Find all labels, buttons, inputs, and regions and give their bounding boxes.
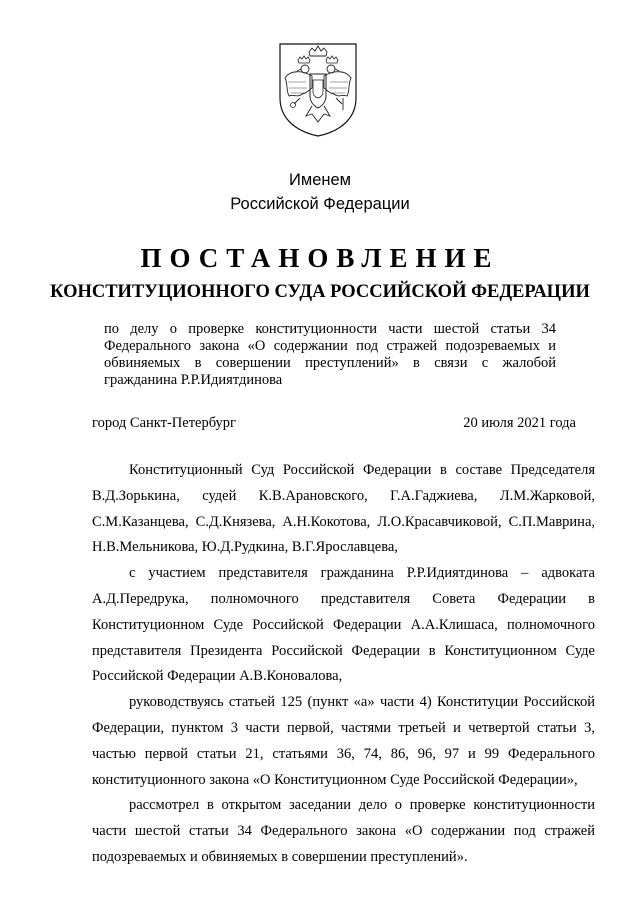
header-line-2: Российской Федерации [230,195,410,213]
case-subject: по делу о проверке конституционности части шестой статьи 34 Федерального закона «О содержании под стражей подозреваемых и обвиняемых в совершении преступлений» в связи с жалобой гражданина Р.Р.Идиятдинова [104,321,556,388]
paragraph-considered: рассмотрел в открытом заседании дело о проверке конституционности части шестой статьи 34 Федерального закона «О содержании под стражей подозреваемых и обвиняемых в совершении преступлений». [92,797,595,865]
place-of-issue: город Санкт-Петербург [92,415,237,431]
date-of-issue: 20 июля 2021 года [463,415,576,431]
paragraph-composition: Конституционный Суд Российской Федерации в составе Председателя В.Д.Зорькина, судей К.В.Арановского, Г.А.Гаджиева, Л.М.Жарковой, С.М.Казанцева, С.Д.Князева, А.Н.Кокотова, Л.О.Красавчиковой, С.П.Маврина, Н.В.Мельникова, Ю.Д.Рудкина, В.Г.Ярославцева, [92,462,595,556]
document-subtitle: КОНСТИТУЦИОННОГО СУДА РОССИЙСКОЙ ФЕДЕРАЦИИ [50,282,590,302]
header-line-1: Именем [288,171,351,189]
coat-of-arms-icon [276,42,360,138]
paragraph-legal-basis: руководствуясь статьей 125 (пункт «а» части 4) Конституции Российской Федерации, пунктом 3 части первой, частями третьей и четвертой статьи 3, частью первой статьи 21, статьями 36, 74, 86, 96, 97 и 99 Федерального конституционного закона «О Конституционном Суде Российской Федерации», [92,694,595,788]
document-body [92,458,595,871]
paragraph-participants: с участием представителя гражданина Р.Р.Идиятдинова – адвоката А.Д.Передрука, полномочного представителя Совета Федерации в Конституционном Суде Российской Федерации А.А.Клишаса, полномочного представителя Президента Российской Федерации в Конституционном Суде Российской Федерации А.В.Коновалова, [92,565,595,685]
document-title: ПОСТАНОВЛЕНИЕ [140,243,500,273]
